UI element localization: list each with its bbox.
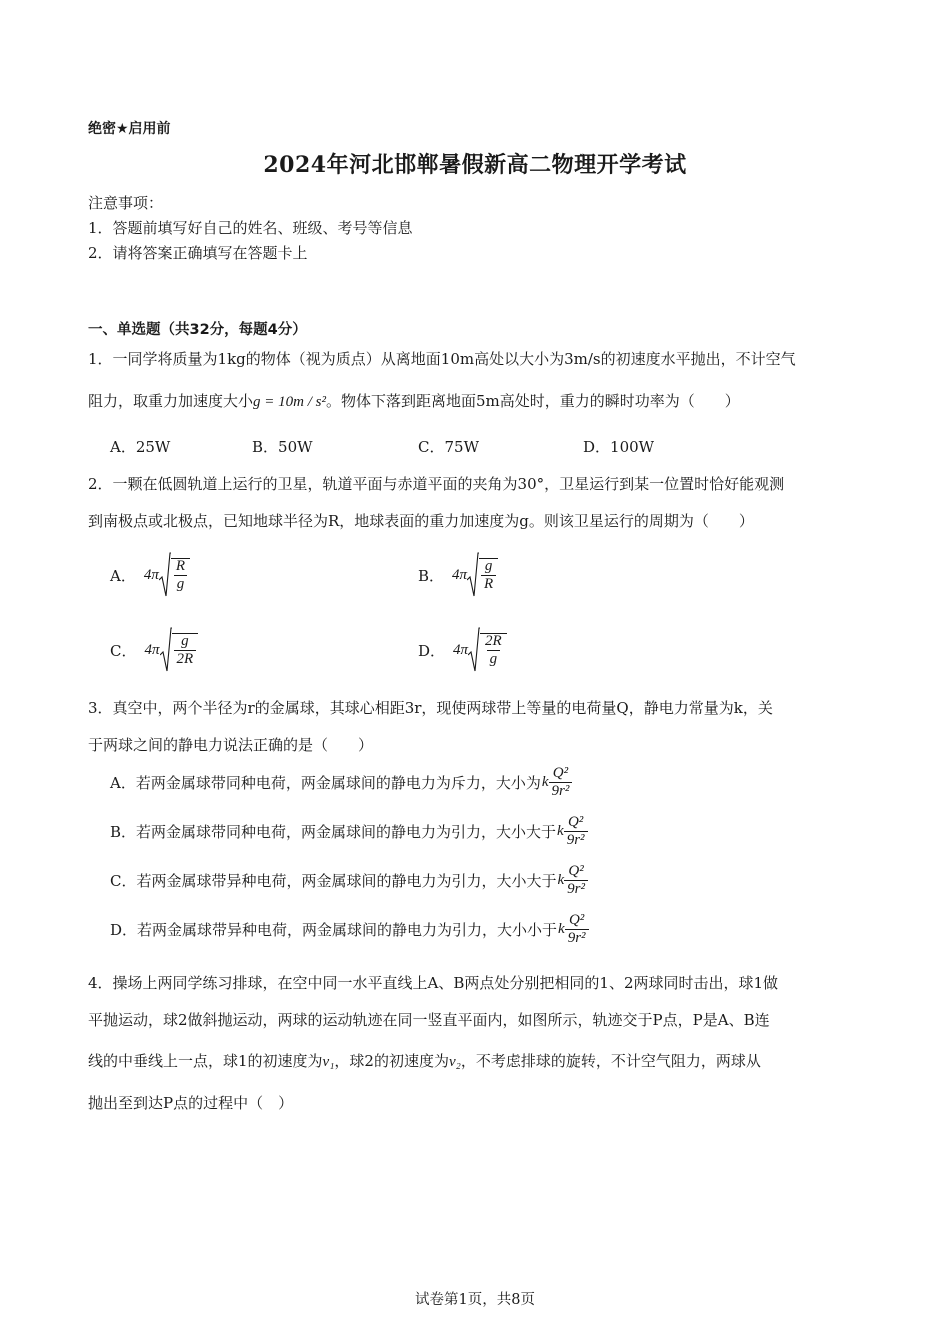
- q2-option-a-sqrt: [159, 552, 190, 598]
- q3-option-d-text: D．若两金属球带异种电荷，两金属球间的静电力为引力，大小小于: [110, 921, 558, 940]
- q3-option-b-text: B．若两金属球带同种电荷，两金属球间的静电力为引力，大小大于: [110, 823, 557, 842]
- exam-title: 2024年河北邯郸暑假新高二物理开学考试: [263, 152, 687, 178]
- q2-line-2: 到南极点或北极点，已知地球半径为R，地球表面的重力加速度为g。则该卫星运行的周期为（ ）: [88, 512, 754, 530]
- q4-v2: v₂: [448, 1054, 461, 1070]
- q3-line-1: 3．真空中，两个半径为r的金属球，其球心相距3r，现使两球带上等量的电荷量Q，静电力常量为k，关: [88, 699, 773, 717]
- q2-option-b: [418, 552, 498, 598]
- q2-option-b-coef: 4π: [452, 566, 468, 583]
- q2-option-d-den: g: [487, 650, 501, 668]
- q2-option-c-label: C．: [110, 641, 137, 660]
- q3-option-a-text: A．若两金属球带同种电荷，两金属球间的静电力为斥力，大小为: [110, 774, 541, 793]
- q2-option-b-sqrt: [467, 552, 498, 598]
- q2-option-d-sqrt: [468, 627, 507, 673]
- q1-text-b: 。物体下落到距离地面5m高处时，重力的瞬时功率为（ ）: [325, 392, 740, 410]
- page-footer: 试卷第1页，共8页: [415, 1292, 535, 1308]
- q2-option-d: [418, 627, 507, 673]
- q1-gravity-formula: g = 10m / s²: [253, 394, 326, 410]
- q3-option-b-fraction: $\frac{\text{Q²}}{\text{9r²}}$: [564, 815, 588, 849]
- q1-line-1: 1．一同学将质量为1kg的物体（视为质点）从离地面10m高处以大小为3m/s的初速度水平抛出，不计空气: [88, 350, 796, 368]
- q2-option-b-den: R: [481, 575, 496, 593]
- q2-option-a-label: A．: [110, 566, 136, 585]
- q4-text-a: 线的中垂线上一点，球1的初速度为: [88, 1052, 323, 1070]
- q3-line-2: 于两球之间的静电力说法正确的是（ ）: [88, 736, 374, 754]
- q3-option-c-text: C．若两金属球带异种电荷，两金属球间的静电力为引力，大小大于: [110, 872, 557, 891]
- q3-option-c: [110, 864, 588, 898]
- q1-text-a: 阻力，取重力加速度大小: [88, 392, 254, 410]
- q2-option-b-label: B．: [418, 566, 445, 585]
- q4-line-2: 平抛运动，球2做斜抛运动，两球的运动轨迹在同一竖直平面内，如图所示，轨迹交于P点，P是A、B连: [88, 1011, 770, 1029]
- q2-option-a: [110, 552, 190, 598]
- q4-line-3: [88, 1050, 761, 1071]
- q3-option-d-fraction: $\frac{\text{Q²}}{\text{9r²}}$: [565, 913, 589, 947]
- q1-option-d: D．100W: [583, 438, 655, 456]
- q3-option-d-k: k: [558, 921, 565, 938]
- q3-option-a-k: k: [541, 774, 549, 791]
- q2-option-b-num: g: [484, 557, 493, 574]
- q2-option-a-num: R: [175, 557, 186, 574]
- q2-option-a-coef: 4π: [143, 566, 159, 583]
- note-item-1: 1．答题前填写好自己的姓名、班级、考号等信息: [88, 219, 413, 237]
- q4-text-c: ，不考虑排球的旋转，不计空气阻力，两球从: [460, 1052, 761, 1070]
- q1-line-2: [88, 390, 740, 411]
- q2-option-c-den: 2R: [174, 650, 197, 668]
- q3-option-d: [110, 913, 589, 947]
- q3-option-a: [110, 766, 572, 800]
- q2-option-a-den: g: [174, 575, 188, 593]
- q2-option-c: [110, 627, 198, 673]
- q4-text-b: ，球2的初速度为: [334, 1052, 449, 1070]
- q1-option-b: B．50W: [252, 438, 313, 456]
- q3-option-c-k: k: [557, 872, 565, 889]
- confidential-label: 绝密★启用前: [88, 121, 171, 137]
- q2-option-d-coef: 4π: [453, 641, 469, 658]
- q2-line-1: 2．一颗在低圆轨道上运行的卫星，轨道平面与赤道平面的夹角为30°，卫星运行到某一位置时恰好能观测: [88, 475, 785, 493]
- q2-option-d-num: 2R: [485, 632, 502, 649]
- q3-option-b-k: k: [557, 823, 564, 840]
- q4-line-1: 4．操场上两同学练习排球，在空中同一水平直线上A、B两点处分别把相同的1、2两球同时击出，球1做: [88, 974, 779, 992]
- q2-option-c-num: g: [181, 632, 189, 649]
- q3-option-c-fraction: $\frac{\text{Q²}}{\text{9r²}}$: [564, 864, 588, 898]
- q3-option-a-fraction: $\frac{\text{Q²}}{\text{9r²}}$: [549, 766, 573, 800]
- q4-v1: v₁: [322, 1054, 335, 1070]
- notes-heading: 注意事项：: [88, 194, 164, 212]
- q2-option-c-coef: 4π: [144, 641, 160, 658]
- q2-option-d-label: D．: [418, 641, 446, 660]
- note-item-2: 2．请将答案正确填写在答题卡上: [88, 244, 308, 262]
- q1-option-c: C．75W: [418, 438, 479, 456]
- q2-option-c-sqrt: [160, 627, 199, 673]
- q3-option-b: [110, 815, 588, 849]
- section-heading-single-choice: 一、单选题（共32分，每题4分）: [88, 322, 307, 338]
- q4-line-4: 抛出至到达P点的过程中（ ）: [88, 1094, 294, 1112]
- q1-option-a: A．25W: [110, 438, 171, 456]
